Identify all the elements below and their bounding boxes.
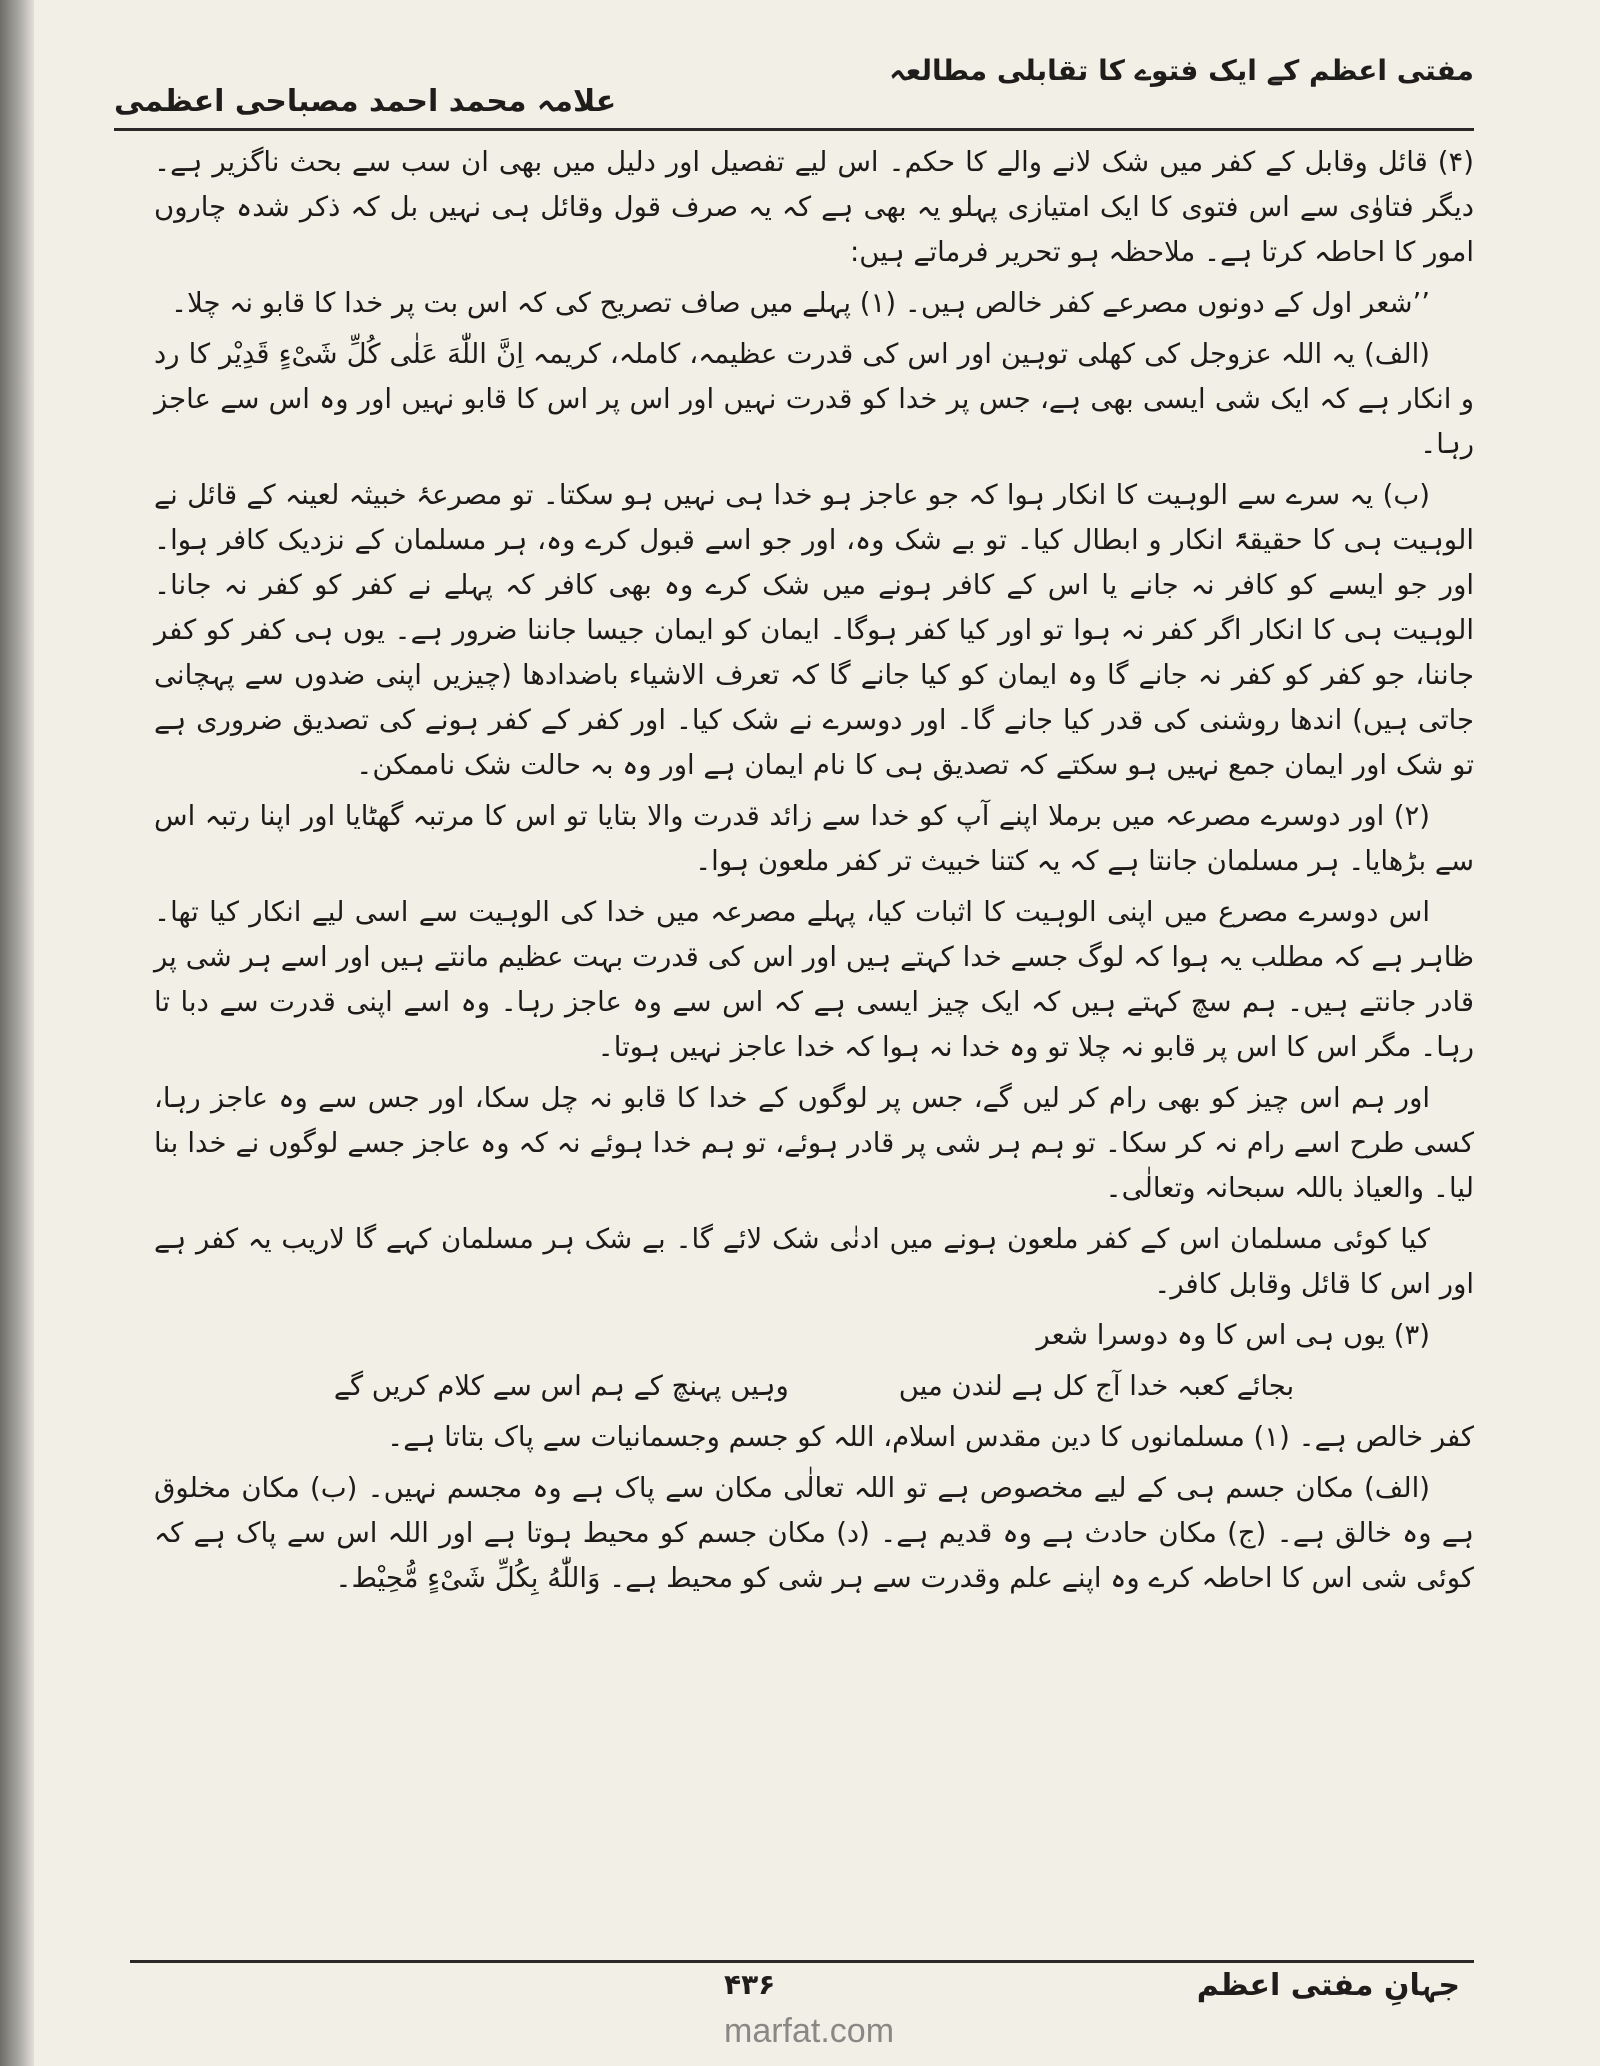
verse-line-2: وہیں پہنچ کے ہم اس سے کلام کریں گے xyxy=(333,1370,789,1402)
paragraph: (۴) قائل وقابل کے کفر میں شک لانے والے کا حکم۔ اس لیے تفصیل اور دلیل میں بھی ان سب سے بحث ناگزیر ہے۔ دیگر فتاوٰی سے اس فتوی کا ایک امتیازی پہلو یہ بھی ہے کہ یہ صرف قول وقائل ہی نہیں بل کہ ذکر شدہ چاروں امور کا احاطہ کرتا ہے۔ ملاحظہ ہو تحریر فرماتے ہیں: xyxy=(154,146,1474,268)
paragraph: (۳) یوں ہی اس کا وہ دوسرا شعر xyxy=(1036,1319,1430,1351)
paragraph: اس دوسرے مصرع میں اپنی الوہیت کا اثبات کیا، پہلے مصرعہ میں خدا کی الوہیت سے اسی لیے انکار کیا تھا۔ ظاہر ہے کہ مطلب یہ ہوا کہ لوگ جسے خدا کہتے ہیں اور اس کی قدرت بہت عظیم مانتے ہیں اور اسے ہر شی پر قادر جانتے ہیں۔ ہم سچ کہتے ہیں کہ ایک چیز ایسی ہے کہ اس سے وہ عاجز رہا۔ وہ اسے اپنی قدرت سے دبا تا رہا۔ مگر اس کا اس پر قابو نہ چلا تو وہ خدا نہ ہوا کہ خدا عاجز نہیں ہوتا۔ xyxy=(154,896,1474,1063)
footer-book-title: جہانِ مفتی اعظم xyxy=(1196,1968,1460,2003)
header-title: مفتی اعظم کے ایک فتوے کا تقابلی مطالعہ xyxy=(889,54,1474,87)
footer-rule xyxy=(130,1960,1474,1963)
header-author: علامہ محمد احمد مصباحی اعظمی xyxy=(114,84,617,119)
paragraph: (الف) یہ اللہ عزوجل کی کھلی توہین اور اس کی قدرت عظیمہ، کاملہ، کریمہ اِنَّ اللّٰهَ عَلٰی کُلِّ شَیْءٍ قَدِیْر کا رد و انکار ہے کہ ایک شی ایسی بھی ہے، جس پر خدا کو قدرت نہیں اور اس پر اس کا قابو نہیں اور وہ اس سے عاجز رہا۔ xyxy=(154,338,1474,460)
page-number: ۴۳۶ xyxy=(724,1968,776,2001)
paragraph: (الف) مکان جسم ہی کے لیے مخصوص ہے تو اللہ تعالٰی مکان سے پاک ہے وہ مجسم نہیں۔ (ب) مکان مخلوق ہے وہ خالق ہے۔ (ج) مکان حادث ہے وہ قدیم ہے۔ (د) مکان جسم کو محیط ہوتا ہے اور اللہ اس سے پاک ہے کہ کوئی شی اس کا احاطہ کرے وہ اپنے علم وقدرت سے ہر شی کو محیط ہے۔ وَاللّٰهُ بِکُلِّ شَیْءٍ مُّحِیْط۔ xyxy=(154,1472,1474,1594)
paragraph: (ب) یہ سرے سے الوہیت کا انکار ہوا کہ جو عاجز ہو خدا ہی نہیں ہو سکتا۔ تو مصرعۂ خبیثہ لعینہ کے قائل نے الوہیت ہی کا حقیقۃً انکار و ابطال کیا۔ تو بے شک وہ، اور جو اسے قبول کرے وہ، ہر مسلمان کے نزدیک کافر ہوا۔ اور جو ایسے کو کافر نہ جانے یا اس کے کافر ہونے میں شک کرے وہ بھی کافر کہ پہلے نے کفر کو کفر نہ جانا۔ الوہیت ہی کا انکار اگر کفر نہ ہوا تو اور کیا کفر ہوگا۔ ایمان کو ایمان جیسا جاننا ضرور ہے۔ یوں ہی کفر کو کفر جاننا، جو کفر کو کفر نہ جانے گا وہ ایمان کو کیا جانے گا کہ تعرف الاشیاء باضدادھا (چیزیں اپنی ضدوں سے پہچانی جاتی ہیں) اندھا روشنی کی قدر کیا جانے گا۔ اور دوسرے نے شک کیا۔ اور کفر کے کفر ہونے کی تصدیق ضروری ہے تو شک اور ایمان جمع نہیں ہو سکتے کہ تصدیق ہی کا نام ایمان ہے اور وہ بہ حالت شک ناممکن۔ xyxy=(154,479,1474,781)
paragraph: اور ہم اس چیز کو بھی رام کر لیں گے، جس پر لوگوں کے خدا کا قابو نہ چل سکا، اور جس سے وہ عاجز رہا، کسی طرح اسے رام نہ کر سکا۔ تو ہم ہر شی پر قادر ہوئے، تو ہم خدا ہوئے نہ کہ وہ عاجز جسے لوگوں نے خدا بنا لیا۔ والعیاذ باللہ سبحانہ وتعالٰی۔ xyxy=(154,1082,1474,1204)
paragraph: ’’شعر اول کے دونوں مصرعے کفر خالص ہیں۔ (۱) پہلے میں صاف تصریح کی کہ اس بت پر خدا کا قابو نہ چلا۔ xyxy=(171,287,1430,319)
scan-binding-edge xyxy=(0,0,34,2066)
paragraph: کیا کوئی مسلمان اس کے کفر ملعون ہونے میں ادنٰی شک لائے گا۔ بے شک ہر مسلمان کہے گا لاریب یہ کفر ہے اور اس کا قائل وقابل کافر۔ xyxy=(154,1223,1474,1300)
paragraph: (۲) اور دوسرے مصرعہ میں برملا اپنے آپ کو خدا سے زائد قدرت والا بتایا تو اس کا مرتبہ گھٹایا اور اپنا رتبہ اس سے بڑھایا۔ ہر مسلمان جانتا ہے کہ یہ کتنا خبیث تر کفر ملعون ہوا۔ xyxy=(154,800,1474,877)
watermark: marfat.com xyxy=(724,2012,895,2050)
book-page xyxy=(34,0,1600,2066)
running-header xyxy=(114,48,1474,128)
verse-line-1: بجائے کعبہ خدا آج کل ہے لندن میں xyxy=(898,1370,1295,1402)
header-rule xyxy=(114,128,1474,131)
article-body xyxy=(154,140,1474,1950)
paragraph: کفر خالص ہے۔ (۱) مسلمانوں کا دین مقدس اسلام، اللہ کو جسم وجسمانیات سے پاک بتاتا ہے۔ xyxy=(387,1421,1474,1453)
verse-couplet xyxy=(154,1364,1474,1409)
